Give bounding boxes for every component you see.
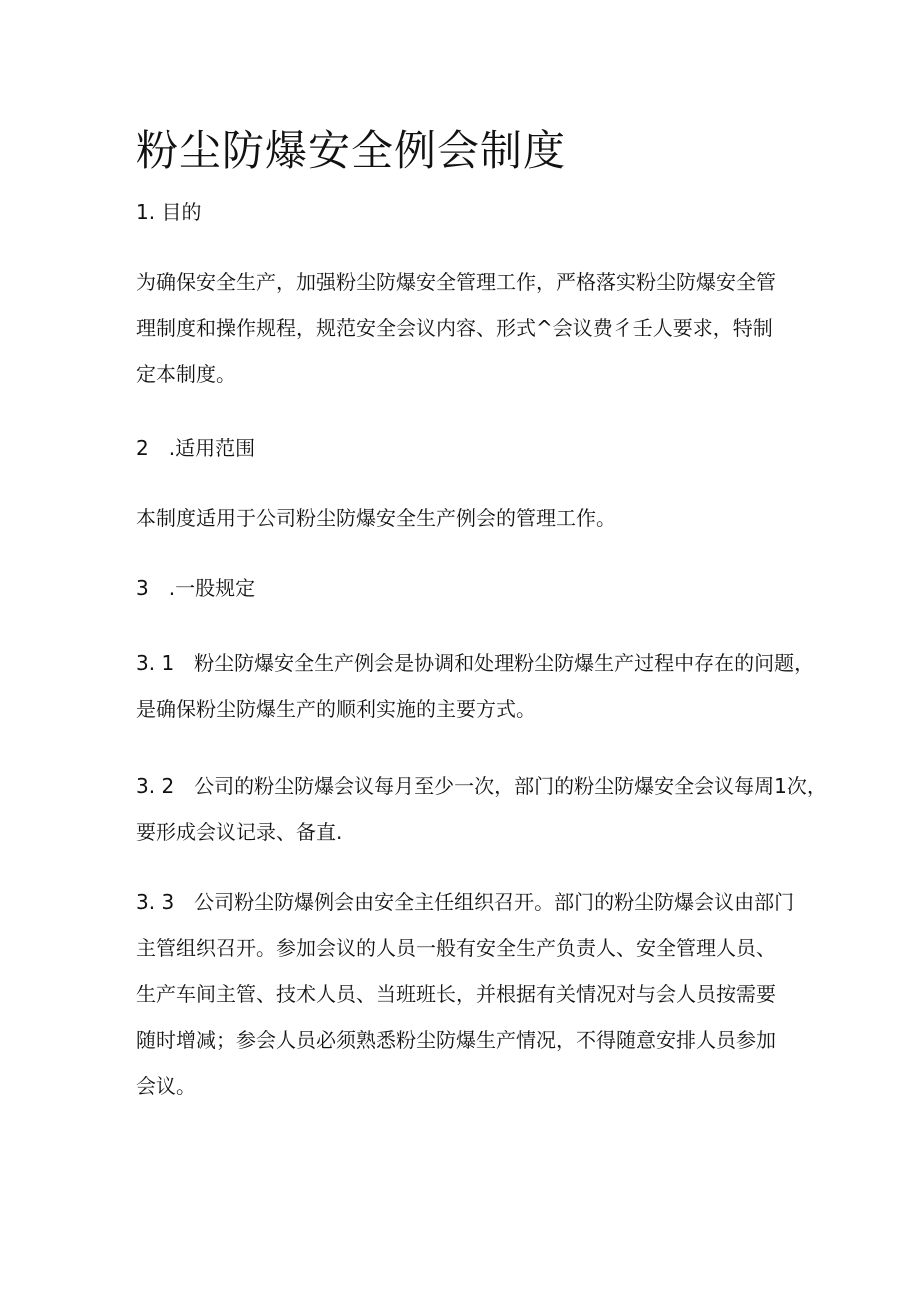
paragraph-line: 3. 2 公司的粉尘防爆会议每月至少一次，部门的粉尘防爆安全会议每周1次， <box>136 774 827 798</box>
paragraph-line: 生产车间主管、技术人员、当班班长，并根据有关情况对与会人员按需要 <box>136 982 776 1006</box>
section-body-purpose <box>136 262 796 394</box>
clause-3-3 <box>136 882 796 1106</box>
paragraph-line: 会议。 <box>136 1074 196 1098</box>
paragraph-line: 随时增减；参会人员必须熟悉粉尘防爆生产情况，不得随意安排人员参加 <box>136 1028 776 1052</box>
paragraph-line: 理制度和操作规程，规范安全会议内容、形式^会议费彳壬人要求，特制 <box>136 316 773 340</box>
paragraph-line: 本制度适用于公司粉尘防爆安全生产例会的管理工作。 <box>136 506 616 530</box>
clause-3-2 <box>136 766 827 852</box>
section-heading-general-rules: 3 .一股规定 <box>136 576 256 600</box>
paragraph-line: 主管组织召开。参加会议的人员一般有安全生产负责人、安全管理人员、 <box>136 936 776 960</box>
paragraph-line: 定本制度。 <box>136 362 236 386</box>
paragraph-line: 是确保粉尘防爆生产的顺利实施的主要方式。 <box>136 697 536 721</box>
section-heading-purpose: 1. 目的 <box>136 200 202 224</box>
clause-3-1 <box>136 643 815 729</box>
paragraph-line: 要形成会议记录、备直. <box>136 820 343 844</box>
paragraph-line: 为确保安全生产，加强粉尘防爆安全管理工作，严格落实粉尘防爆安全管 <box>136 270 776 294</box>
paragraph-line: 3. 3 公司粉尘防爆例会由安全主任组织召开。部门的粉尘防爆会议由部门 <box>136 890 795 914</box>
section-body-scope <box>136 498 796 538</box>
paragraph-line: 3. 1 粉尘防爆安全生产例会是协调和处理粉尘防爆生产过程中存在的问题， <box>136 651 815 675</box>
section-heading-scope: 2 .适用范围 <box>136 436 256 460</box>
document-title: 粉尘防爆安全例会制度 <box>136 126 567 175</box>
